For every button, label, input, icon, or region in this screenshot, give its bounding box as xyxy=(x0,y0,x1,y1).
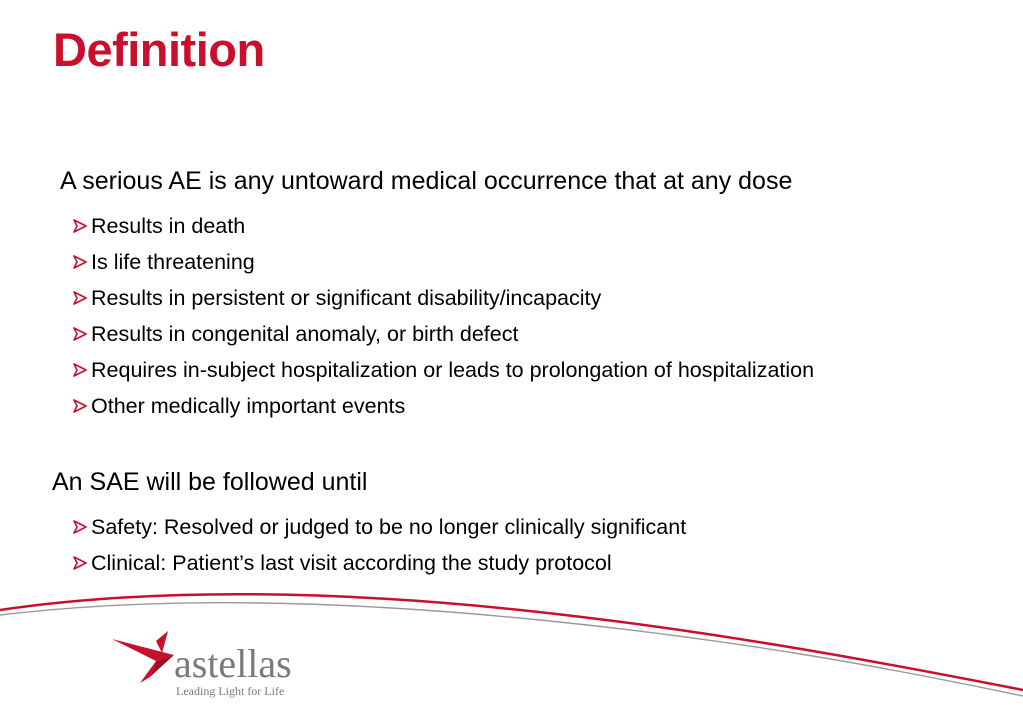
arrow-bullet-icon xyxy=(72,283,91,313)
followup-heading: An SAE will be followed until xyxy=(52,468,368,496)
arrow-bullet-icon xyxy=(72,391,91,421)
slide-title: Definition xyxy=(53,23,265,76)
list-item-text: Clinical: Patient’s last visit according the study protocol xyxy=(91,551,612,575)
list-item-text: Other medically important events xyxy=(91,394,406,418)
list-item xyxy=(72,512,832,542)
arrow-bullet-icon xyxy=(72,355,91,385)
list-item-text: Requires in-subject hospitalization or leads to prolongation of hospitalization xyxy=(91,358,815,382)
list-item-text: Results in congenital anomaly, or birth defect xyxy=(91,322,519,346)
arrow-bullet-icon xyxy=(72,512,91,542)
logo-name: astellas xyxy=(174,641,292,686)
list-item-text: Is life threatening xyxy=(91,250,255,274)
list-item xyxy=(72,247,832,277)
list-item xyxy=(72,319,832,349)
arrow-bullet-icon xyxy=(72,247,91,277)
astellas-logo xyxy=(110,625,310,705)
arrow-bullet-icon xyxy=(72,211,91,241)
list-item-text: Results in death xyxy=(91,214,246,238)
logo-tagline: Leading Light for Life xyxy=(176,684,285,698)
list-item xyxy=(72,355,832,385)
list-item xyxy=(72,391,832,421)
arrow-bullet-icon xyxy=(72,319,91,349)
intro-text: A serious AE is any untoward medical occurrence that at any dose xyxy=(60,167,793,195)
list-item xyxy=(72,283,832,313)
criteria-list xyxy=(72,211,832,427)
list-item-text: Safety: Resolved or judged to be no longer clinically significant xyxy=(91,515,687,539)
astellas-star-icon xyxy=(112,631,174,683)
list-item xyxy=(72,211,832,241)
list-item-text: Results in persistent or significant disability/incapacity xyxy=(91,286,602,310)
